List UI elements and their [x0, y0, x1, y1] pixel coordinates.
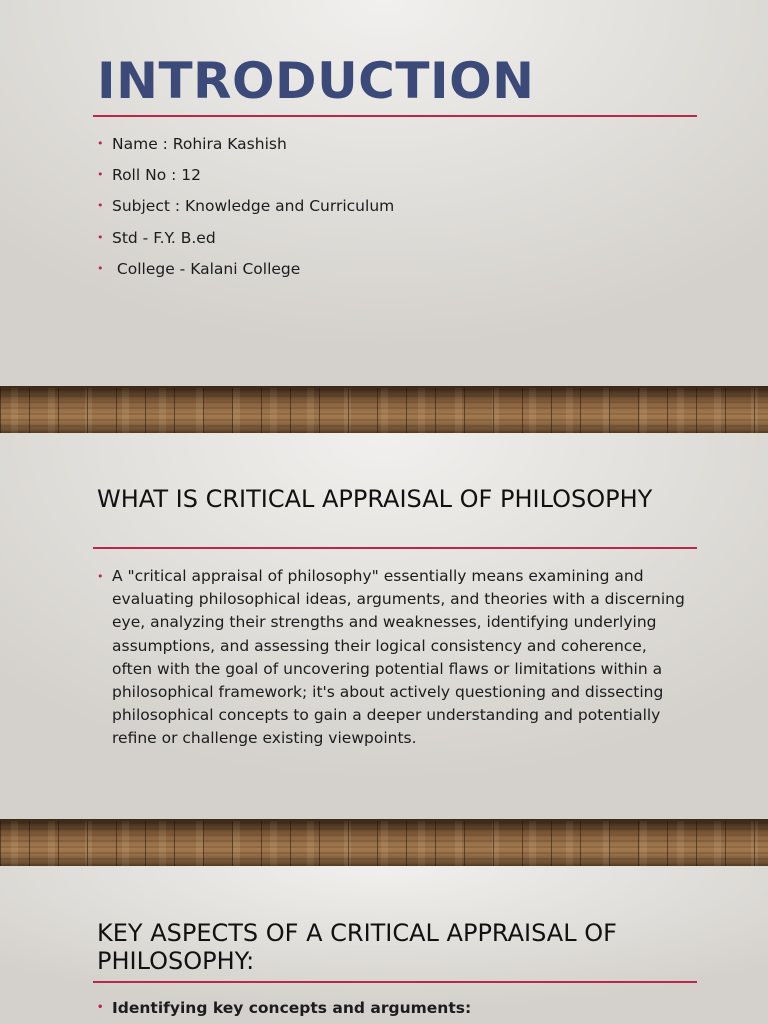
- bullet-list: [97, 565, 687, 751]
- list-item: [97, 134, 394, 165]
- list-item: [97, 228, 394, 259]
- list-item: [97, 165, 394, 196]
- list-item: [97, 999, 471, 1017]
- bullet-dot-icon: •: [97, 1002, 104, 1013]
- bullet-text: Subject : Knowledge and Curriculum: [112, 197, 395, 216]
- bullet-text: Identifying key concepts and arguments:: [112, 999, 472, 1017]
- title-divider: [93, 547, 697, 549]
- slide-title: WHAT IS CRITICAL APPRAISAL OF PHILOSOPHY: [97, 485, 653, 513]
- wood-floor-decoration: [0, 819, 768, 866]
- bullet-dot-icon: •: [97, 199, 104, 213]
- bullet-text: A "critical appraisal of philosophy" essentially means examining and evaluating philosophical ideas, arguments, and theories with a discerning eye, analyzing their strengths and weaknesses, identifying underlying assumptions, and assessing their logical consistency and coherence, often with the goal of uncovering potential flaws or limitations within a philosophical framework; it's about actively questioning and dissecting philosophical concepts to gain a deeper understanding and potentially refine or challenge existing viewpoints.: [112, 567, 685, 748]
- wood-floor-decoration: [0, 386, 768, 433]
- bullet-list: [97, 999, 471, 1017]
- slide-key-aspects: [0, 866, 768, 1024]
- bullet-text: Roll No : 12: [112, 166, 201, 185]
- bullet-text: College - Kalani College: [112, 259, 301, 278]
- slide-title: [97, 919, 617, 975]
- title-line: KEY ASPECTS OF A CRITICAL APPRAISAL OF: [97, 919, 617, 947]
- title-line: PHILOSOPHY:: [97, 947, 255, 975]
- bullet-dot-icon: •: [97, 137, 104, 150]
- bullet-dot-icon: •: [97, 261, 104, 275]
- slide-title: INTRODUCTION: [97, 52, 535, 110]
- bullet-text: Std - F.Y. B.ed: [112, 228, 216, 247]
- title-divider: [93, 115, 697, 117]
- list-item: [97, 565, 687, 751]
- bullet-dot-icon: •: [97, 168, 104, 182]
- bullet-dot-icon: •: [97, 570, 104, 583]
- list-item: [97, 259, 394, 290]
- title-divider: [93, 981, 697, 983]
- slide-what-is-critical-appraisal: [0, 433, 768, 819]
- list-item: [97, 196, 394, 227]
- bullet-dot-icon: •: [97, 230, 104, 244]
- slide-introduction: [0, 0, 768, 386]
- bullet-list: [97, 134, 394, 290]
- bullet-text: Name : Rohira Kashish: [112, 135, 287, 153]
